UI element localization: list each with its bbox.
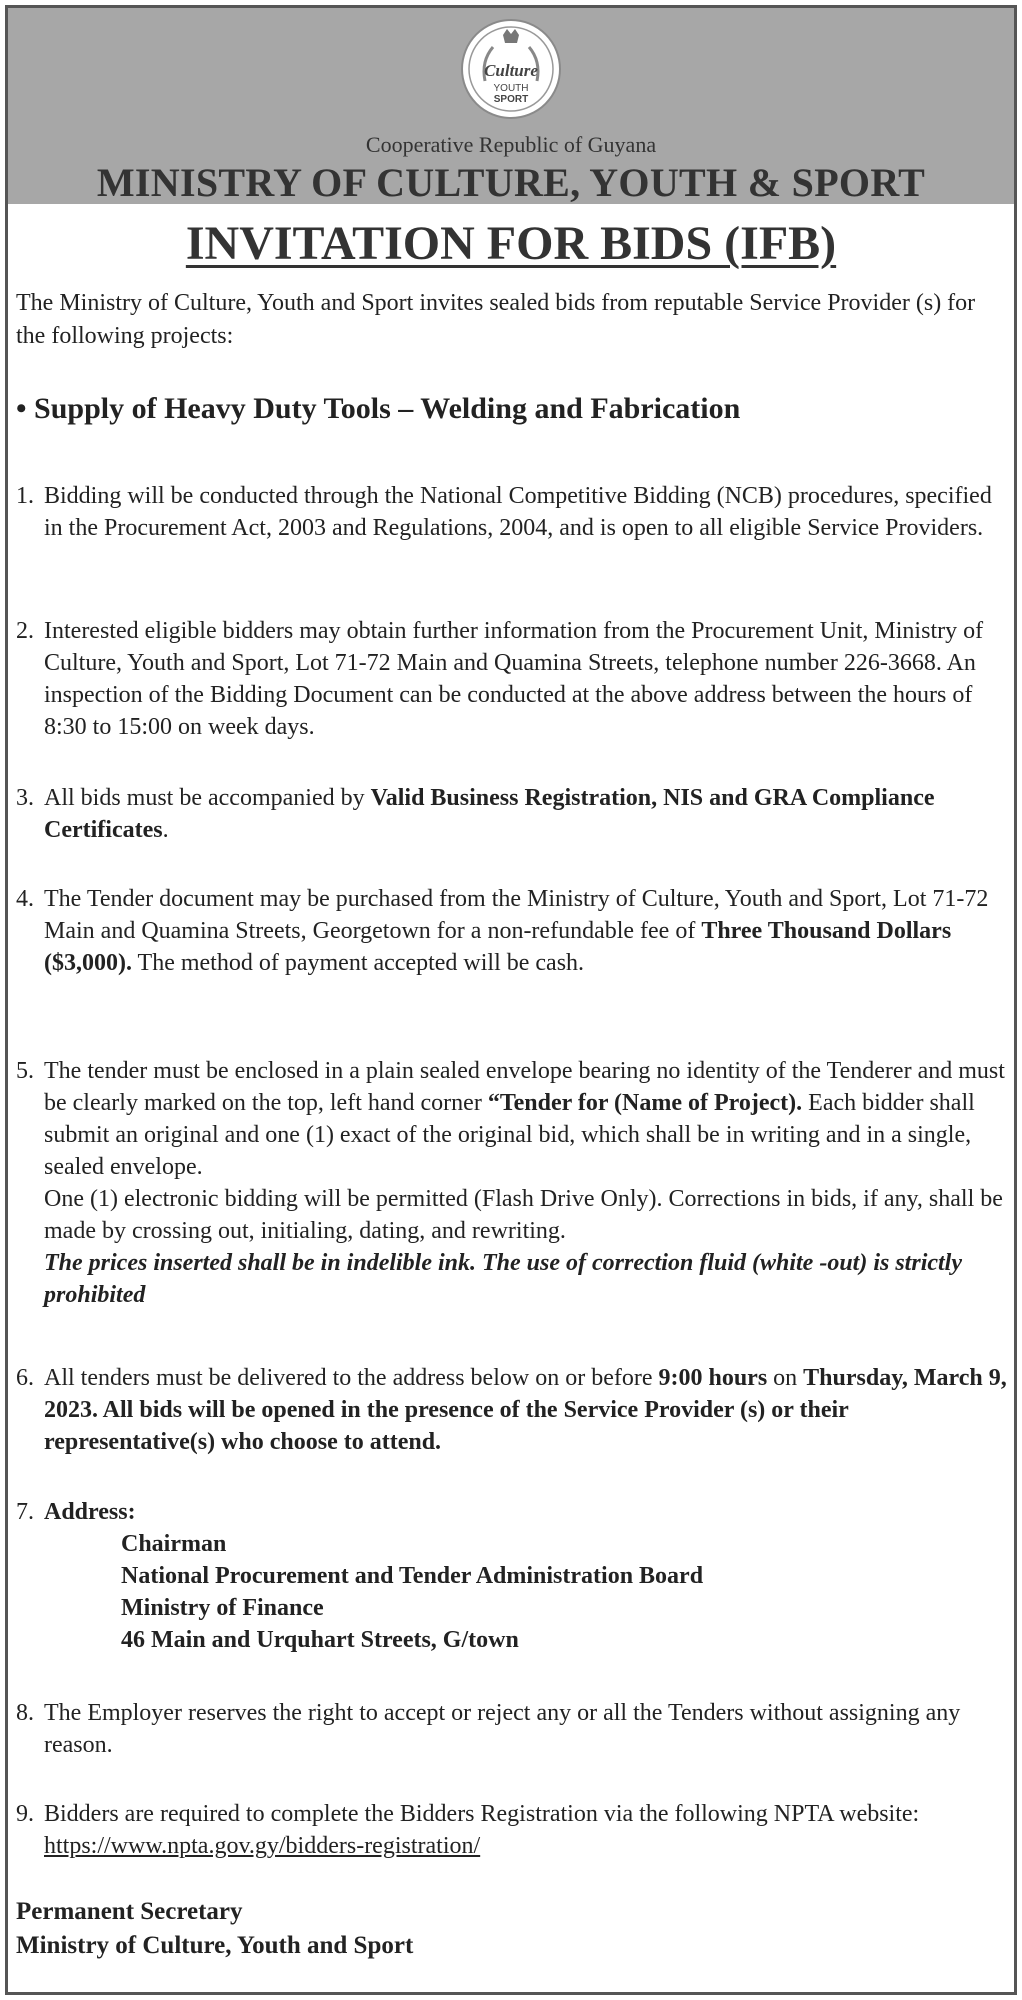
- address-label: Address:: [44, 1499, 136, 1525]
- list-item: [16, 1362, 1008, 1458]
- header-banner: [8, 8, 1014, 204]
- item-number: 7.: [16, 1499, 34, 1525]
- item-text-plain: on: [767, 1365, 804, 1391]
- project-title: Supply of Heavy Duty Tools – Welding and Fabrication: [34, 392, 741, 425]
- item-text: [16, 1798, 1008, 1862]
- item-text-bold: “Tender for (Name of Project).: [487, 1090, 803, 1116]
- list-item: [16, 1697, 1008, 1761]
- signoff-ministry: Ministry of Culture, Youth and Sport: [16, 1932, 414, 1959]
- list-item: [16, 615, 1008, 743]
- ministry-logo: [461, 19, 561, 119]
- address-line: Chairman: [121, 1531, 227, 1557]
- item-text-bold: Valid Business Registration, NIS and GRA Compliance Certificates: [44, 785, 935, 843]
- item-text-bold: 9:00 hours: [658, 1365, 768, 1391]
- list-item: [16, 480, 1008, 544]
- item-number: 3.: [16, 785, 34, 811]
- item-number: 5.: [16, 1058, 34, 1084]
- list-item: [16, 883, 1008, 979]
- item-text-plain: All bids must be accompanied by: [44, 785, 371, 811]
- logo-word-sport: SPORT: [493, 94, 529, 105]
- address-line: 46 Main and Urquhart Streets, G/town: [121, 1627, 519, 1653]
- list-item: [16, 1496, 1008, 1656]
- address-line: Ministry of Finance: [121, 1595, 324, 1621]
- item-text-plain: The Tender document may be purchased from the Ministry of Culture, Youth and Sport, Lot 71-72 Main and Quamina Streets, Georgetown for a non-refundable fee of: [44, 886, 989, 944]
- logo-word-culture: Culture: [484, 61, 538, 80]
- item-text-plain: One (1) electronic bidding will be permitted (Flash Drive Only). Corrections in bids, if any, shall be made by crossing out, initialing, dating, and rewriting.: [44, 1186, 1003, 1244]
- item-text-plain: The tender must be enclosed in a plain sealed envelope bearing no identity of the Tenderer and must be clearly marked on the top, left hand corner: [44, 1058, 1005, 1116]
- item-number: 8.: [16, 1700, 34, 1726]
- item-text-plain: The method of payment accepted will be cash.: [131, 950, 585, 976]
- item-text-plain: .: [162, 817, 169, 843]
- ministry-name: MINISTRY OF CULTURE, YOUTH & SPORT: [96, 160, 926, 205]
- address-line: National Procurement and Tender Administration Board: [121, 1563, 704, 1589]
- advertisement-frame: [5, 5, 1017, 1995]
- signoff-title: Permanent Secretary: [16, 1898, 243, 1925]
- list-item: [16, 782, 1008, 846]
- item-number: 4.: [16, 886, 34, 912]
- signoff-block: [16, 1895, 1006, 1963]
- list-item: [16, 1798, 1008, 1862]
- item-text: Interested eligible bidders may obtain further information from the Procurement Unit, Ministry of Culture, Youth and Sport, Lot 71-72 Main and Quamina Streets, telephone number 226-3668. An inspection of the Bidding Document can be conducted at the above address between the hours of 8:30 to 15:00 on week days.: [44, 618, 984, 740]
- item-text: [16, 1362, 1008, 1458]
- item-text: [16, 782, 1008, 846]
- intro-paragraph: The Ministry of Culture, Youth and Sport invites sealed bids from reputable Service Provider (s) for the following projects:: [16, 290, 976, 349]
- item-text-bold-italic: The prices inserted shall be in indelible ink. The use of correction fluid (white -out) is strictly prohibited: [44, 1250, 962, 1308]
- item-text: [16, 1496, 1008, 1528]
- project-bullet: • Supply of Heavy Duty Tools – Welding and Fabrication: [16, 392, 741, 425]
- item-text: The Employer reserves the right to accept or reject any or all the Tenders without assigning any reason.: [44, 1700, 961, 1758]
- republic-name: Cooperative Republic of Guyana: [365, 132, 657, 157]
- item-text-bold: Thursday, March 9, 2023. All bids will be opened in the presence of the Service Provider (s) or their representative(s) who choose to attend.: [44, 1365, 1007, 1455]
- item-number: 1.: [16, 483, 34, 509]
- list-item: [16, 1055, 1008, 1311]
- item-number: 9.: [16, 1801, 34, 1827]
- item-text: Bidding will be conducted through the National Competitive Bidding (NCB) procedures, specified in the Procurement Act, 2003 and Regulations, 2004, and is open to all eligible Service Providers.: [44, 483, 992, 541]
- item-text-plain: Bidders are required to complete the Bidders Registration via the following NPTA website:: [44, 1801, 920, 1827]
- item-number: 2.: [16, 618, 34, 644]
- item-number: 6.: [16, 1365, 34, 1391]
- item-text-bold: Three Thousand Dollars ($3,000).: [44, 918, 952, 976]
- item-text-plain: Each bidder shall submit an original and one (1) exact of the original bid, which shall be in writing and in a single, sealed envelope.: [44, 1090, 975, 1180]
- logo-word-youth: YOUTH: [493, 83, 529, 94]
- item-text: [16, 883, 1008, 979]
- npta-registration-link[interactable]: https://www.npta.gov.gy/bidders-registration/: [44, 1833, 481, 1859]
- item-text-plain: All tenders must be delivered to the address below on or before: [44, 1365, 659, 1391]
- page-title: INVITATION FOR BIDS (IFB): [185, 217, 837, 270]
- item-text: [16, 1055, 1008, 1311]
